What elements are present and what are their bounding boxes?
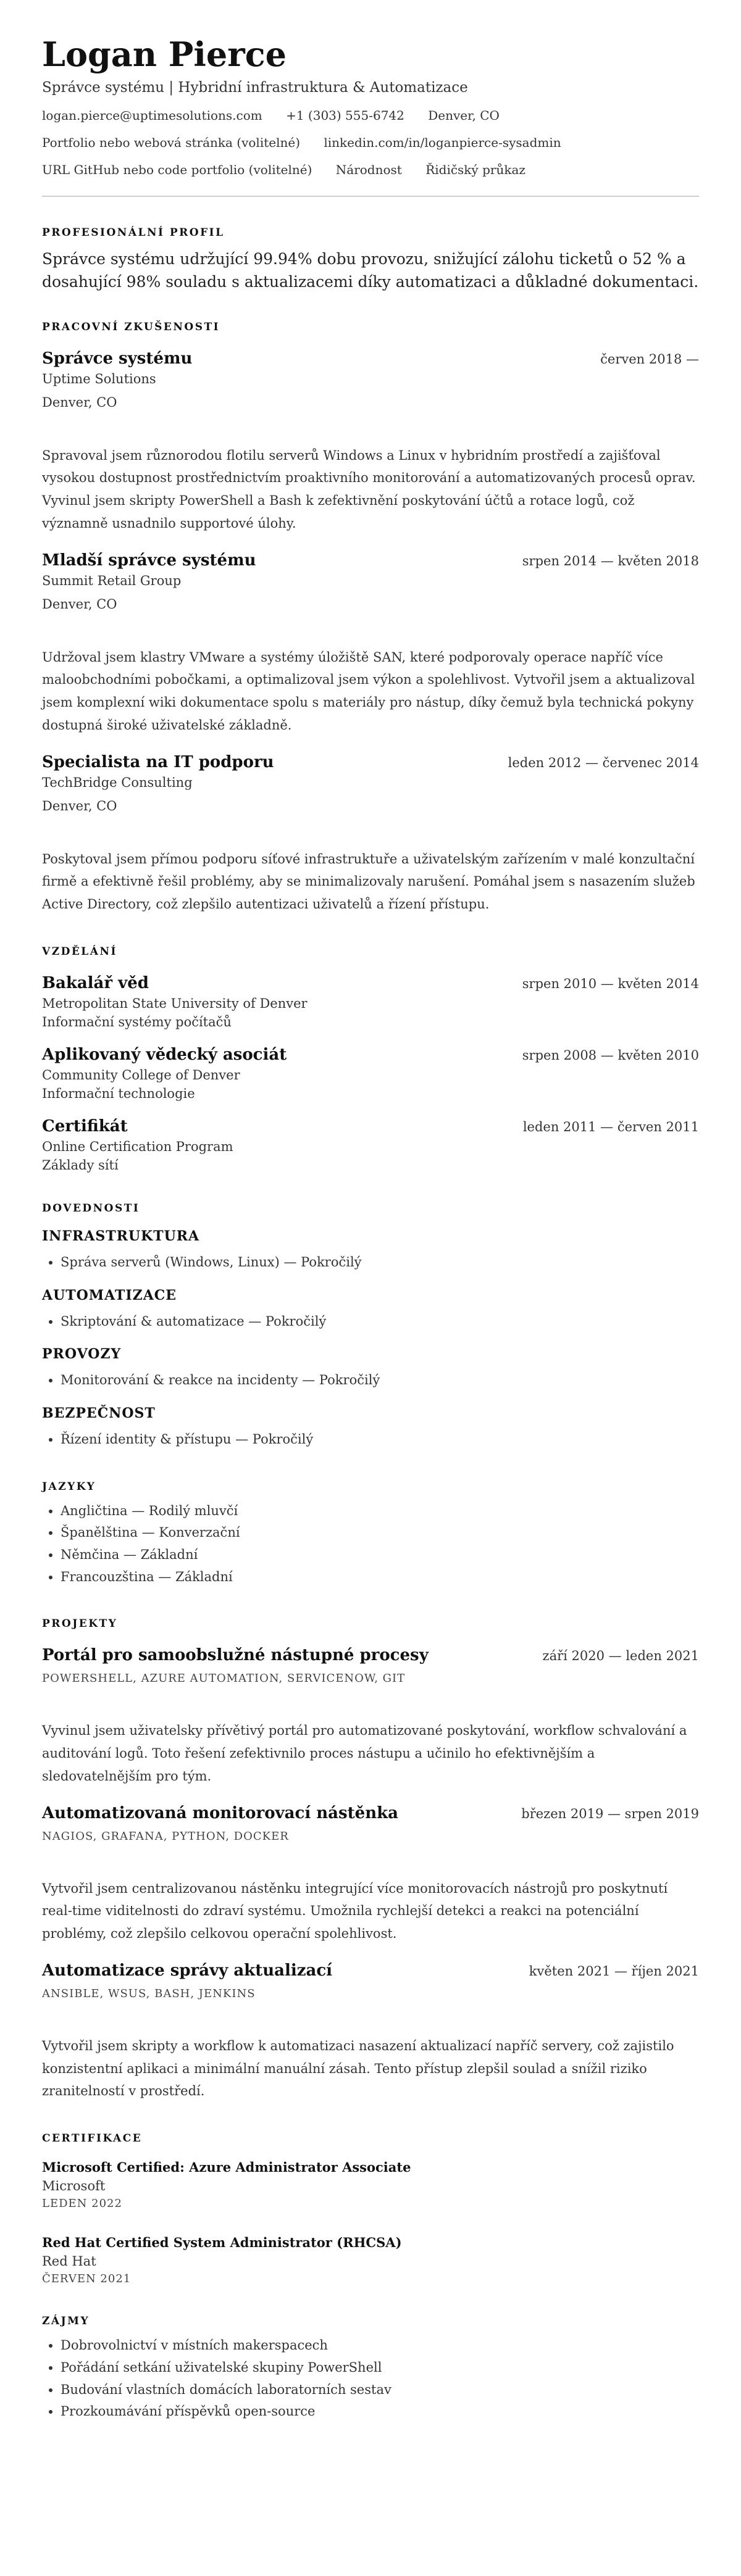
- language-item: • Španělština — Konverzační: [61, 1522, 699, 1544]
- skill-category: BEZPEČNOST: [42, 1405, 156, 1421]
- interest-list: [42, 2335, 699, 2423]
- experience-item: [42, 753, 699, 916]
- certification-date: ČERVEN 2021: [42, 2272, 132, 2286]
- experience-item-head: [42, 753, 699, 771]
- degree-title: Certifikát: [42, 1116, 128, 1136]
- languages-section: [42, 1481, 699, 1589]
- section-title-interests: ZÁJMY: [42, 2315, 90, 2328]
- education-section: [42, 945, 699, 1173]
- contact-license: Řidičský průkaz: [425, 162, 525, 177]
- skill-item: • Řízení identity & přístupu — Pokročilý: [61, 1429, 699, 1451]
- contact-row-2: [42, 135, 699, 150]
- degree-date: srpen 2008 — květen 2010: [522, 1047, 699, 1063]
- interests-section: [42, 2315, 699, 2423]
- section-title-education: VZDĚLÁNÍ: [42, 945, 117, 958]
- section-title-skills: DOVEDNOSTI: [42, 1202, 140, 1215]
- profile-section: [42, 226, 699, 294]
- job-description: Udržoval jsem klastry VMware a systémy úložiště SAN, které podporovaly operace napříč více maloobchodními pobočkami, a optimalizoval jsem výkon a spolehlivost. Vytvořil jsem a aktualizoval jsem komplexní wiki dokumentace spolu s materiály pro nástup, díky čemuž byla technická pokyny dostupná široké uživatelské základně.: [42, 649, 695, 733]
- project-date: září 2020 — leden 2021: [542, 1648, 699, 1664]
- project-date: březen 2019 — srpen 2019: [521, 1806, 699, 1821]
- contact-email[interactable]: logan.pierce@uptimesolutions.com: [42, 107, 262, 123]
- contact-location: Denver, CO: [428, 107, 500, 123]
- project-description: Vyvinul jsem uživatelsky přívětivý portál pro automatizované poskytování, workflow schvalování a auditování logů. Toto řešení zefektivnilo proces nástupu a učinilo ho efektivnějším a sledovatelnějším pro tým.: [42, 1723, 687, 1784]
- contact-nationality: Národnost: [335, 162, 402, 177]
- education-item: [42, 974, 699, 1029]
- contact-portfolio[interactable]: Portfolio nebo webová stránka (volitelné): [42, 135, 301, 150]
- certification-issuer: Red Hat: [42, 2254, 96, 2269]
- interest-item: • Prozkoumávání příspěvků open-source: [61, 2401, 699, 2423]
- certification-name: Microsoft Certified: Azure Administrator Associate: [42, 2159, 411, 2175]
- project-item: [42, 1804, 699, 1945]
- skill-category: AUTOMATIZACE: [42, 1287, 177, 1303]
- certification-item: [42, 2235, 699, 2285]
- interest-item: • Budování vlastních domácích laboratorních sestav: [61, 2379, 699, 2401]
- project-item-head: [42, 1804, 699, 1822]
- job-date: leden 2012 — červenec 2014: [508, 755, 699, 770]
- skill-category: INFRASTRUKTURA: [42, 1228, 200, 1244]
- skill-list: [42, 1252, 699, 1274]
- project-item-head: [42, 1961, 699, 1980]
- job-title: Správce systému: [42, 349, 193, 368]
- job-location: Denver, CO: [42, 394, 117, 410]
- skill-item: • Skriptování & automatizace — Pokročilý: [61, 1311, 699, 1333]
- project-tech: POWERSHELL, AZURE AUTOMATION, SERVICENOW, GIT: [42, 1672, 406, 1685]
- job-company: TechBridge Consulting: [42, 775, 193, 790]
- skill-category: PROVOZY: [42, 1346, 122, 1363]
- contact-row-1: [42, 108, 699, 123]
- project-title: Automatizovaná monitorovací nástěnka: [42, 1803, 398, 1822]
- education-item-head: [42, 974, 699, 992]
- contact-github[interactable]: URL GitHub nebo code portfolio (volitelné): [42, 162, 312, 177]
- project-item: [42, 1646, 699, 1787]
- experience-item-head: [42, 349, 699, 368]
- job-company: Uptime Solutions: [42, 371, 156, 386]
- language-list: [42, 1500, 699, 1589]
- job-date: červen 2018 —: [600, 351, 699, 367]
- contact-linkedin[interactable]: linkedin.com/in/loganpierce-sysadmin: [324, 135, 561, 150]
- project-description: Vytvořil jsem skripty a workflow k automatizaci nasazení aktualizací napříč servery, což zajistilo konzistentní aplikaci a minimální manuální zásah. Tento přístup zlepšil soulad a snížil riziko zranitelností v prostředí.: [42, 2038, 674, 2099]
- language-item: • Francouzština — Základní: [61, 1566, 699, 1589]
- certification-name: Red Hat Certified System Administrator (RHCSA): [42, 2235, 402, 2251]
- education-item-head: [42, 1045, 699, 1064]
- job-location: Denver, CO: [42, 798, 117, 813]
- certifications-section: [42, 2132, 699, 2285]
- degree-field: Informační technologie: [42, 1086, 195, 1101]
- experience-section: [42, 321, 699, 916]
- education-item-head: [42, 1117, 699, 1136]
- degree-date: srpen 2010 — květen 2014: [522, 976, 699, 991]
- project-title: Automatizace správy aktualizací: [42, 1961, 333, 1980]
- section-title-experience: PRACOVNÍ ZKUŠENOSTI: [42, 320, 220, 333]
- project-item: [42, 1961, 699, 2103]
- school-name: Online Certification Program: [42, 1139, 233, 1154]
- interest-item: • Pořádání setkání uživatelské skupiny PowerShell: [61, 2357, 699, 2379]
- degree-date: leden 2011 — červen 2011: [522, 1119, 699, 1134]
- skills-section: [42, 1202, 699, 1451]
- skill-list: [42, 1369, 699, 1392]
- job-title: Mladší správce systému: [42, 551, 256, 570]
- language-item: • Angličtina — Rodilý mluvčí: [61, 1500, 699, 1523]
- school-name: Metropolitan State University of Denver: [42, 995, 308, 1011]
- skill-list: [42, 1311, 699, 1333]
- job-location: Denver, CO: [42, 596, 117, 612]
- certification-issuer: Microsoft: [42, 2179, 106, 2194]
- section-title-languages: JAZYKY: [42, 1480, 96, 1493]
- project-title: Portál pro samoobslužné nástupné procesy: [42, 1646, 429, 1665]
- education-item: [42, 1117, 699, 1173]
- job-description: Spravoval jsem různorodou flotilu serverů Windows a Linux v hybridním prostředí a zajišťoval vysokou dostupnost prostřednictvím proaktivního monitorování a automatizovaných procesů oprav. Vyvinul jsem skripty PowerShell a Bash k zefektivnění poskytování účtů a rotace logů, což významně usnadnilo supportové úlohy.: [42, 447, 696, 531]
- section-title-projects: PROJEKTY: [42, 1618, 118, 1631]
- school-name: Community College of Denver: [42, 1067, 240, 1082]
- contact-phone[interactable]: +1 (303) 555-6742: [286, 107, 404, 123]
- profile-text: Správce systému udržující 99.94% dobu provozu, snižující zálohu ticketů o 52 % a dosahující 98% souladu s aktualizacemi díky automatizaci a důkladné dokumentaci.: [42, 249, 699, 291]
- language-item: • Němčina — Základní: [61, 1544, 699, 1566]
- degree-field: Informační systémy počítačů: [42, 1014, 232, 1029]
- education-item: [42, 1045, 699, 1101]
- job-date: srpen 2014 — květen 2018: [522, 553, 699, 568]
- project-date: květen 2021 — říjen 2021: [529, 1963, 699, 1979]
- skill-item: • Správa serverů (Windows, Linux) — Pokročilý: [61, 1252, 699, 1274]
- degree-title: Bakalář věd: [42, 973, 149, 992]
- candidate-name: Logan Pierce: [42, 35, 287, 74]
- certification-item: [42, 2159, 699, 2210]
- resume-header: [42, 37, 699, 177]
- experience-item: [42, 349, 699, 535]
- job-description: Poskytoval jsem přímou podporu síťové infrastruktuře a uživatelským zařízením v malé konzultační firmě a efektivně řešil problémy, aby se minimalizovaly narušení. Pomáhal jsem s nasazením služeb Active Directory, což zlepšilo autentizaci uživatelů a řízení přístupu.: [42, 851, 695, 912]
- skill-list: [42, 1429, 699, 1451]
- interest-item: • Dobrovolnictví v místních makerspacech: [61, 2335, 699, 2357]
- project-description: Vytvořil jsem centralizovanou nástěnku integrující více monitorovacích nástrojů pro poskytnutí real-time viditelnosti do zdraví systému. Umožnila rychlejší detekci a reakci na potenciální problémy, což zlepšilo celkovou operační spolehlivost.: [42, 1880, 668, 1942]
- header-divider: [42, 196, 699, 197]
- section-title-certifications: CERTIFIKACE: [42, 2132, 143, 2145]
- projects-section: [42, 1618, 699, 2103]
- project-item-head: [42, 1646, 699, 1664]
- skill-item: • Monitorování & reakce na incidenty — Pokročilý: [61, 1369, 699, 1392]
- project-tech: ANSIBLE, WSUS, BASH, JENKINS: [42, 1987, 256, 2000]
- project-tech: NAGIOS, GRAFANA, PYTHON, DOCKER: [42, 1829, 289, 1843]
- section-title-profile: PROFESIONÁLNÍ PROFIL: [42, 226, 225, 239]
- experience-item: [42, 551, 699, 737]
- job-title: Specialista na IT podporu: [42, 752, 274, 771]
- experience-item-head: [42, 551, 699, 570]
- degree-title: Aplikovaný vědecký asociát: [42, 1045, 287, 1064]
- candidate-tagline: Správce systému | Hybridní infrastruktura & Automatizace: [42, 79, 468, 96]
- job-company: Summit Retail Group: [42, 573, 182, 588]
- contact-row-3: [42, 162, 699, 177]
- certification-date: LEDEN 2022: [42, 2197, 122, 2211]
- degree-field: Základy sítí: [42, 1157, 119, 1173]
